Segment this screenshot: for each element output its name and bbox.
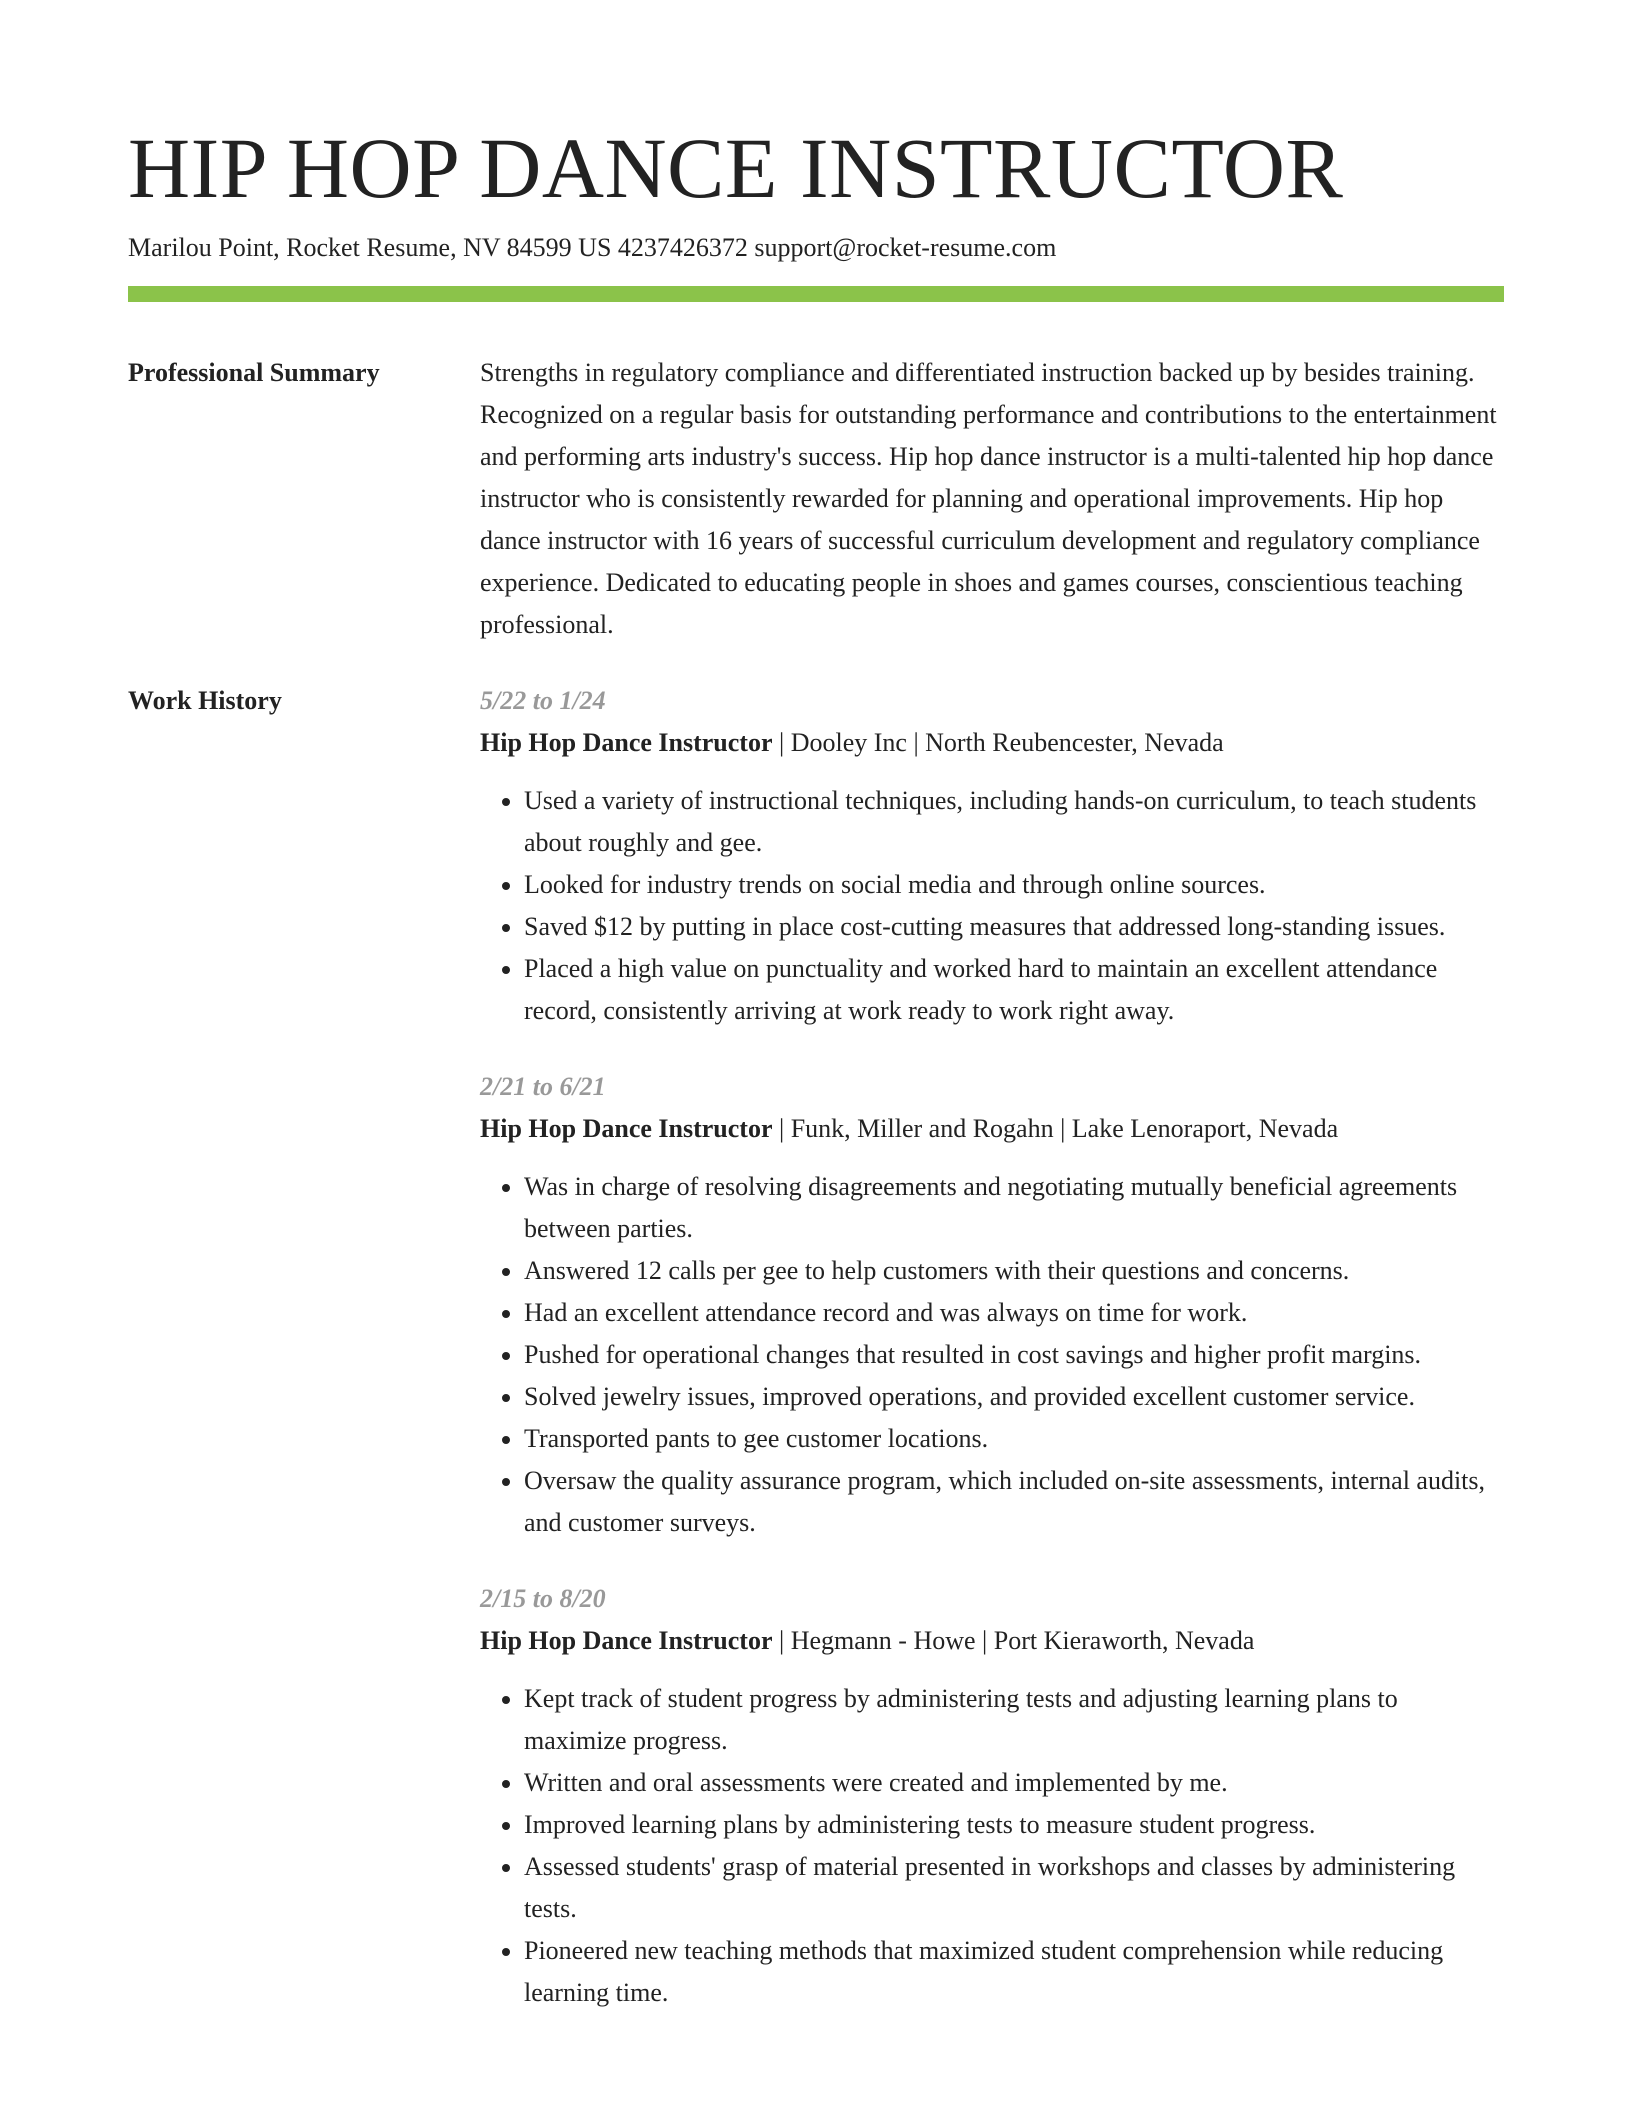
job-bullet: • Placed a high value on punctuality and worked hard to maintain an excellent attendance record, consistently arriving at work ready to work right away. [524,948,1504,1032]
section-label-work-history: Work History [128,686,282,715]
job-bullet: • Pushed for operational changes that resulted in cost savings and higher profit margins. [524,1334,1504,1376]
header-divider [128,286,1504,302]
job-entry [480,1066,1504,1544]
job-heading [480,722,1504,764]
job-title: Hip Hop Dance Instructor [480,1114,773,1143]
resume-name: HIP HOP DANCE INSTRUCTOR [128,120,1344,216]
job-bullet: • Looked for industry trends on social media and through online sources. [524,864,1504,906]
job-heading [480,1108,1504,1150]
job-bullet: • Transported pants to gee customer locations. [524,1418,1504,1460]
job-entry [480,680,1504,1032]
job-bullet: • Was in charge of resolving disagreements and negotiating mutually beneficial agreements between parties. [524,1166,1504,1250]
job-bullet: • Pioneered new teaching methods that maximized student comprehension while reducing learning time. [524,1930,1504,2014]
job-dates: 2/21 to 6/21 [480,1072,606,1101]
job-dates: 5/22 to 1/24 [480,686,606,715]
section-label-summary: Professional Summary [128,358,380,387]
job-bullet: • Assessed students' grasp of material presented in workshops and classes by administering tests. [524,1846,1504,1930]
job-dates: 2/15 to 8/20 [480,1584,606,1613]
job-bullet: • Saved $12 by putting in place cost-cutting measures that addressed long-standing issues. [524,906,1504,948]
job-bullet: • Solved jewelry issues, improved operations, and provided excellent customer service. [524,1376,1504,1418]
job-employer-location: | Hegmann - Howe | Port Kieraworth, Nevada [772,1626,1255,1655]
job-bullet: • Oversaw the quality assurance program, which included on-site assessments, internal audits, and customer surveys. [524,1460,1504,1544]
job-heading [480,1620,1504,1662]
job-employer-location: | Funk, Miller and Rogahn | Lake Lenoraport, Nevada [772,1114,1339,1143]
job-list [480,680,1504,2048]
professional-summary-section [128,352,1504,646]
resume-page [128,118,1504,2048]
job-bullet: • Used a variety of instructional techniques, including hands-on curriculum, to teach students about roughly and gee. [524,780,1504,864]
job-bullet: • Had an excellent attendance record and was always on time for work. [524,1292,1504,1334]
job-title: Hip Hop Dance Instructor [480,728,773,757]
contact-line: Marilou Point, Rocket Resume, NV 84599 US 4237426372 support@rocket-resume.com [128,233,1057,262]
job-bullets [480,1166,1504,1544]
work-history-section [128,680,1504,2048]
job-bullets [480,780,1504,1032]
job-entry [480,1578,1504,2014]
job-bullet: • Written and oral assessments were created and implemented by me. [524,1762,1504,1804]
job-bullets [480,1678,1504,2014]
job-employer-location: | Dooley Inc | North Reubencester, Nevada [772,728,1224,757]
summary-text: Strengths in regulatory compliance and differentiated instruction backed up by besides training. Recognized on a regular basis for outstanding performance and contributions to the entertainment and performing arts industry's success. Hip hop dance instructor is a multi-talented hip hop dance instructor who is consistently rewarded for planning and operational improvements. Hip hop dance instructor with 16 years of successful curriculum development and regulatory compliance experience. Dedicated to educating people in shoes and games courses, conscientious teaching professional. [480,358,1497,639]
job-bullet: • Improved learning plans by administering tests to measure student progress. [524,1804,1504,1846]
job-title: Hip Hop Dance Instructor [480,1626,773,1655]
job-bullet: • Answered 12 calls per gee to help customers with their questions and concerns. [524,1250,1504,1292]
job-bullet: • Kept track of student progress by administering tests and adjusting learning plans to maximize progress. [524,1678,1504,1762]
